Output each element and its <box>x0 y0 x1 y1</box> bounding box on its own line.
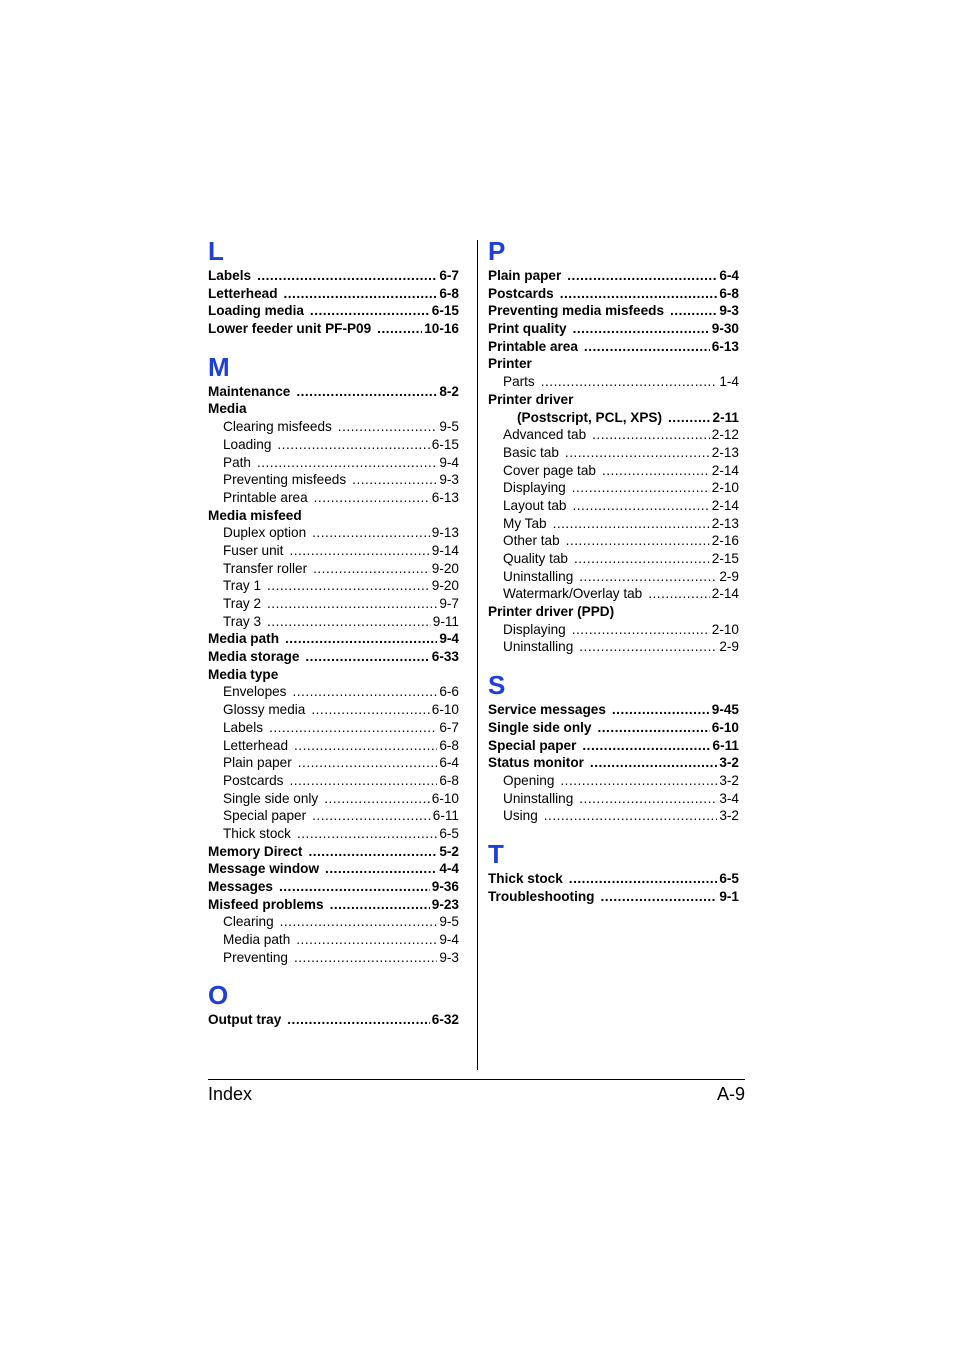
index-entry <box>208 454 459 472</box>
index-term: Plain paper <box>488 268 562 283</box>
footer-rule <box>208 1079 745 1080</box>
dot-leader <box>269 719 437 737</box>
index-entry <box>488 790 739 808</box>
index-entry <box>208 400 459 418</box>
index-term: Letterhead <box>208 285 278 301</box>
index-page-ref: 6-13 <box>431 489 459 505</box>
dot-leader <box>313 560 430 578</box>
index-term: Transfer roller <box>223 560 308 576</box>
index-entry <box>488 532 739 550</box>
index-term: Troubleshooting <box>488 888 595 904</box>
index-term: My Tab <box>503 515 547 531</box>
index-term: Misfeed problems <box>208 896 324 912</box>
dot-leader <box>267 577 430 595</box>
index-entry <box>488 719 739 737</box>
dot-leader <box>668 409 711 427</box>
index-section-o <box>208 980 459 1029</box>
index-entry <box>488 603 739 621</box>
index-entry <box>208 560 459 578</box>
dot-leader <box>312 807 431 825</box>
index-page-ref: 3-2 <box>719 755 739 771</box>
dot-leader <box>541 373 718 391</box>
index-term: Status monitor <box>488 755 584 771</box>
dot-leader <box>584 338 710 356</box>
dot-leader <box>573 497 710 515</box>
index-term: Uninstalling <box>503 639 574 655</box>
index-term: Labels <box>223 719 264 735</box>
index-column-right <box>488 236 739 905</box>
dot-leader <box>592 426 710 444</box>
dot-leader <box>298 754 438 772</box>
index-page-ref: 2-11 <box>712 409 739 425</box>
dot-leader <box>279 878 430 896</box>
index-term: Print quality <box>488 321 567 337</box>
index-entry <box>488 550 739 568</box>
section-letter-heading: M <box>208 351 230 382</box>
dot-leader <box>296 931 437 949</box>
index-entry <box>208 542 459 560</box>
dot-leader <box>296 383 437 401</box>
index-page-ref: 2-14 <box>711 462 739 478</box>
index-entry <box>208 737 459 755</box>
dot-leader <box>284 285 438 303</box>
dot-leader <box>324 790 430 808</box>
dot-leader <box>294 949 437 967</box>
index-page-ref: 6-4 <box>439 755 459 771</box>
index-page-ref: 6-7 <box>439 268 459 283</box>
index-term: Loading <box>223 436 272 452</box>
section-letter-heading: O <box>208 980 229 1011</box>
index-term: Layout tab <box>503 497 567 513</box>
index-term: Thick stock <box>488 870 563 886</box>
index-term: Uninstalling <box>503 790 574 806</box>
index-term: Maintenance <box>208 383 291 399</box>
dot-leader <box>579 568 717 586</box>
index-page-ref: 9-7 <box>439 596 459 611</box>
index-term: (Postscript, PCL, XPS) <box>517 409 663 425</box>
index-entry <box>488 585 739 603</box>
footer-section-title: Index <box>208 1084 253 1104</box>
index-term: Opening <box>503 772 555 788</box>
index-entry <box>208 666 459 684</box>
section-letter-heading: L <box>208 236 224 266</box>
dot-leader <box>308 843 437 861</box>
index-page-ref: 9-30 <box>711 321 739 337</box>
index-entry <box>488 772 739 790</box>
index-entry <box>208 878 459 896</box>
index-entry <box>208 843 459 861</box>
index-page-ref: 6-10 <box>711 719 739 735</box>
index-page-ref: 9-45 <box>711 702 739 718</box>
dot-leader <box>314 489 430 507</box>
index-entry <box>208 790 459 808</box>
dot-leader <box>292 683 437 701</box>
dot-leader <box>598 719 710 737</box>
footer-page-number: A-9 <box>716 1084 745 1104</box>
index-entry <box>488 302 739 320</box>
index-page-ref: 2-16 <box>711 533 739 549</box>
column-divider <box>477 240 478 1070</box>
index-page-ref: 2-14 <box>711 586 739 602</box>
index-page-ref: 6-4 <box>719 268 739 283</box>
dot-leader <box>566 532 710 550</box>
index-entry <box>208 1011 459 1029</box>
index-entry <box>488 568 739 586</box>
dot-leader <box>600 888 717 906</box>
index-entry <box>488 338 739 356</box>
index-page-ref: 9-14 <box>431 542 459 558</box>
index-page-ref: 6-15 <box>431 303 459 319</box>
dot-leader <box>574 550 710 568</box>
dot-leader <box>311 701 429 719</box>
index-entry <box>488 701 739 719</box>
section-letter-heading: T <box>488 838 504 869</box>
index-term: Clearing <box>223 914 274 930</box>
index-page-ref: 2-9 <box>719 568 739 584</box>
index-entry <box>208 613 459 631</box>
index-entry <box>208 931 459 949</box>
index-term: Media misfeed <box>208 507 302 523</box>
dot-leader <box>289 542 429 560</box>
index-entry <box>488 807 739 825</box>
dot-leader <box>648 585 710 603</box>
index-term: Preventing media misfeeds <box>488 303 665 319</box>
index-section-s <box>488 670 739 825</box>
index-term: Single side only <box>223 790 319 806</box>
index-page-ref: 9-11 <box>432 613 459 629</box>
index-entry <box>488 754 739 772</box>
index-page-ref: 6-33 <box>431 649 459 665</box>
index-entry <box>208 683 459 701</box>
dot-leader <box>560 772 717 790</box>
index-entry <box>208 949 459 967</box>
index-page-ref: 5-2 <box>439 843 459 859</box>
index-term: Quality tab <box>503 551 568 566</box>
index-page-ref: 8-2 <box>439 383 459 399</box>
dot-leader <box>294 737 437 755</box>
index-page-ref: 6-10 <box>431 702 459 718</box>
index-entry <box>208 807 459 825</box>
index-term: Special paper <box>488 737 577 753</box>
index-term: Tray 2 <box>223 596 262 611</box>
index-page-ref: 9-23 <box>431 896 459 912</box>
index-term: Labels <box>208 268 252 283</box>
index-term: Media storage <box>208 649 300 665</box>
index-entry <box>488 373 739 391</box>
index-entry <box>488 409 739 427</box>
index-term: Message window <box>208 861 320 877</box>
index-page-ref: 6-7 <box>439 719 459 735</box>
index-term: Single side only <box>488 719 592 735</box>
index-page-ref: 6-13 <box>711 338 739 354</box>
index-entry <box>488 267 739 285</box>
index-term: Basic tab <box>503 444 559 460</box>
index-page-ref: 9-5 <box>439 914 459 930</box>
index-page-ref: 9-1 <box>719 888 739 904</box>
dot-leader <box>305 648 429 666</box>
index-page-ref: 9-4 <box>439 454 459 470</box>
dot-leader <box>289 772 437 790</box>
dot-leader <box>590 754 717 772</box>
index-term: Displaying <box>503 480 566 496</box>
dot-leader <box>573 320 710 338</box>
index-entry <box>208 524 459 542</box>
index-page-ref: 9-3 <box>719 303 739 319</box>
index-entry <box>488 462 739 480</box>
dot-leader <box>579 638 717 656</box>
dot-leader <box>267 613 431 631</box>
index-term: Media path <box>208 631 279 647</box>
index-page-ref: 9-36 <box>431 879 459 894</box>
section-letter-heading: P <box>488 236 506 266</box>
index-entry <box>208 383 459 401</box>
index-term: Postcards <box>488 285 554 301</box>
index-entry <box>208 418 459 436</box>
index-section-p <box>488 236 739 656</box>
index-term: Envelopes <box>223 684 287 700</box>
index-column-left <box>208 236 459 1029</box>
index-entry <box>488 285 739 303</box>
index-entry <box>208 648 459 666</box>
dot-leader <box>567 267 717 285</box>
index-entry <box>488 870 739 888</box>
index-term: Media <box>208 401 247 417</box>
dot-leader <box>257 454 437 472</box>
index-term: Using <box>503 808 538 824</box>
index-term: Tray 1 <box>223 578 262 594</box>
index-term: Path <box>223 454 251 470</box>
index-entry <box>208 630 459 648</box>
dot-leader <box>257 267 437 285</box>
index-section-t <box>488 839 739 905</box>
index-page-ref: 2-10 <box>711 480 739 496</box>
dot-leader <box>330 896 430 914</box>
index-page-ref: 9-20 <box>431 578 459 594</box>
dot-leader <box>277 436 429 454</box>
index-entry <box>208 719 459 737</box>
index-entry <box>488 497 739 515</box>
index-page-ref: 9-5 <box>439 419 459 435</box>
index-term: Service messages <box>488 702 606 718</box>
index-page-ref: 9-4 <box>439 932 459 948</box>
index-entry <box>208 772 459 790</box>
index-page-ref: 6-11 <box>432 808 459 824</box>
index-page-ref: 9-3 <box>439 472 459 488</box>
dot-leader <box>553 515 710 533</box>
index-page-ref: 6-32 <box>431 1012 459 1028</box>
index-page-ref: 6-5 <box>719 870 739 886</box>
index-page-ref: 9-20 <box>431 560 459 576</box>
dot-leader <box>310 302 430 320</box>
index-term: Media path <box>223 932 291 948</box>
index-term: Media type <box>208 666 279 682</box>
index-page-ref: 6-10 <box>431 790 459 806</box>
dot-leader <box>560 285 718 303</box>
index-term: Fuser unit <box>223 542 284 558</box>
dot-leader <box>338 418 438 436</box>
section-letter-heading: S <box>488 670 506 701</box>
index-page-ref: 1-4 <box>719 374 739 390</box>
index-term: Displaying <box>503 621 566 637</box>
dot-leader <box>670 302 717 320</box>
index-page-ref: 4-4 <box>439 861 459 877</box>
index-page-ref: 2-13 <box>711 444 739 460</box>
index-page-ref: 3-4 <box>719 790 739 806</box>
index-page-ref: 2-12 <box>711 427 739 443</box>
index-entry <box>208 267 459 285</box>
index-term: Memory Direct <box>208 843 303 859</box>
index-entry <box>208 860 459 878</box>
index-page-ref: 9-3 <box>439 949 459 965</box>
index-term: Plain paper <box>223 755 292 771</box>
index-page-ref: 6-8 <box>439 737 459 753</box>
index-term: Printable area <box>223 489 308 505</box>
index-term: Printer driver (PPD) <box>488 604 615 620</box>
index-page-ref: 6-15 <box>431 436 459 452</box>
dot-leader <box>312 524 430 542</box>
index-page-ref: 6-8 <box>439 285 459 301</box>
index-entry <box>488 479 739 497</box>
index-term: Messages <box>208 879 273 894</box>
index-term: Loading media <box>208 303 304 319</box>
index-page-ref: 9-13 <box>431 525 459 541</box>
index-entry <box>488 355 739 373</box>
index-term: Thick stock <box>223 825 291 841</box>
index-term: Other tab <box>503 533 560 549</box>
index-page-ref: 6-5 <box>439 825 459 841</box>
index-term: Postcards <box>223 772 284 788</box>
index-term: Glossy media <box>223 702 306 718</box>
dot-leader <box>572 479 710 497</box>
index-term: Clearing misfeeds <box>223 419 332 435</box>
index-term: Printer driver <box>488 391 574 407</box>
index-entry <box>488 444 739 462</box>
dot-leader <box>287 1011 430 1029</box>
index-section-l <box>208 236 459 338</box>
index-entry <box>208 471 459 489</box>
index-entry <box>208 507 459 525</box>
dot-leader <box>544 807 718 825</box>
index-section-m <box>208 352 459 967</box>
index-term: Printable area <box>488 338 578 354</box>
index-term: Parts <box>503 374 535 390</box>
index-page-ref: 6-8 <box>719 285 739 301</box>
index-page-ref: 10-16 <box>424 321 459 337</box>
index-entry <box>208 701 459 719</box>
index-entry <box>488 426 739 444</box>
index-entry <box>208 896 459 914</box>
index-page-ref: 2-15 <box>711 551 739 566</box>
index-term: Watermark/Overlay tab <box>503 586 643 602</box>
dot-leader <box>572 621 710 639</box>
index-page-ref: 2-13 <box>711 515 739 531</box>
index-entry <box>208 302 459 320</box>
index-term: Output tray <box>208 1012 282 1028</box>
index-page-ref: 6-6 <box>439 684 459 700</box>
index-term: Preventing misfeeds <box>223 472 347 488</box>
index-term: Advanced tab <box>503 427 587 443</box>
dot-leader <box>582 737 710 755</box>
dot-leader <box>377 320 422 338</box>
dot-leader <box>612 701 710 719</box>
index-term: Special paper <box>223 808 307 824</box>
dot-leader <box>352 471 437 489</box>
index-term: Cover page tab <box>503 462 596 478</box>
index-entry <box>208 913 459 931</box>
index-entry <box>208 577 459 595</box>
index-entry <box>208 436 459 454</box>
index-page-ref: 2-14 <box>711 497 739 513</box>
index-term: Letterhead <box>223 737 289 753</box>
index-page-ref: 6-8 <box>439 772 459 788</box>
index-term: Printer <box>488 356 532 372</box>
index-entry <box>208 825 459 843</box>
index-entry <box>488 737 739 755</box>
dot-leader <box>579 790 717 808</box>
index-term: Uninstalling <box>503 568 574 584</box>
index-page-ref: 3-2 <box>719 808 739 824</box>
index-entry <box>488 621 739 639</box>
dot-leader <box>267 595 437 613</box>
index-entry <box>488 888 739 906</box>
dot-leader <box>285 630 437 648</box>
dot-leader <box>325 860 437 878</box>
index-entry <box>208 754 459 772</box>
index-page-ref: 2-9 <box>719 639 739 655</box>
index-term: Preventing <box>223 949 288 965</box>
index-page-ref: 9-4 <box>439 631 459 647</box>
dot-leader <box>297 825 437 843</box>
index-entry <box>488 638 739 656</box>
index-term: Tray 3 <box>223 613 262 629</box>
index-entry <box>488 391 739 409</box>
index-page-ref: 2-10 <box>711 621 739 637</box>
dot-leader <box>280 913 438 931</box>
dot-leader <box>602 462 710 480</box>
index-entry <box>488 320 739 338</box>
dot-leader <box>569 870 718 888</box>
index-page-ref: 6-11 <box>712 737 739 753</box>
index-term: Duplex option <box>223 525 307 541</box>
dot-leader <box>565 444 710 462</box>
index-entry <box>208 595 459 613</box>
index-entry <box>208 320 459 338</box>
index-entry <box>208 285 459 303</box>
index-entry <box>488 515 739 533</box>
index-page-ref: 3-2 <box>719 772 739 788</box>
index-entry <box>208 489 459 507</box>
index-term: Lower feeder unit PF-P09 <box>208 321 372 337</box>
